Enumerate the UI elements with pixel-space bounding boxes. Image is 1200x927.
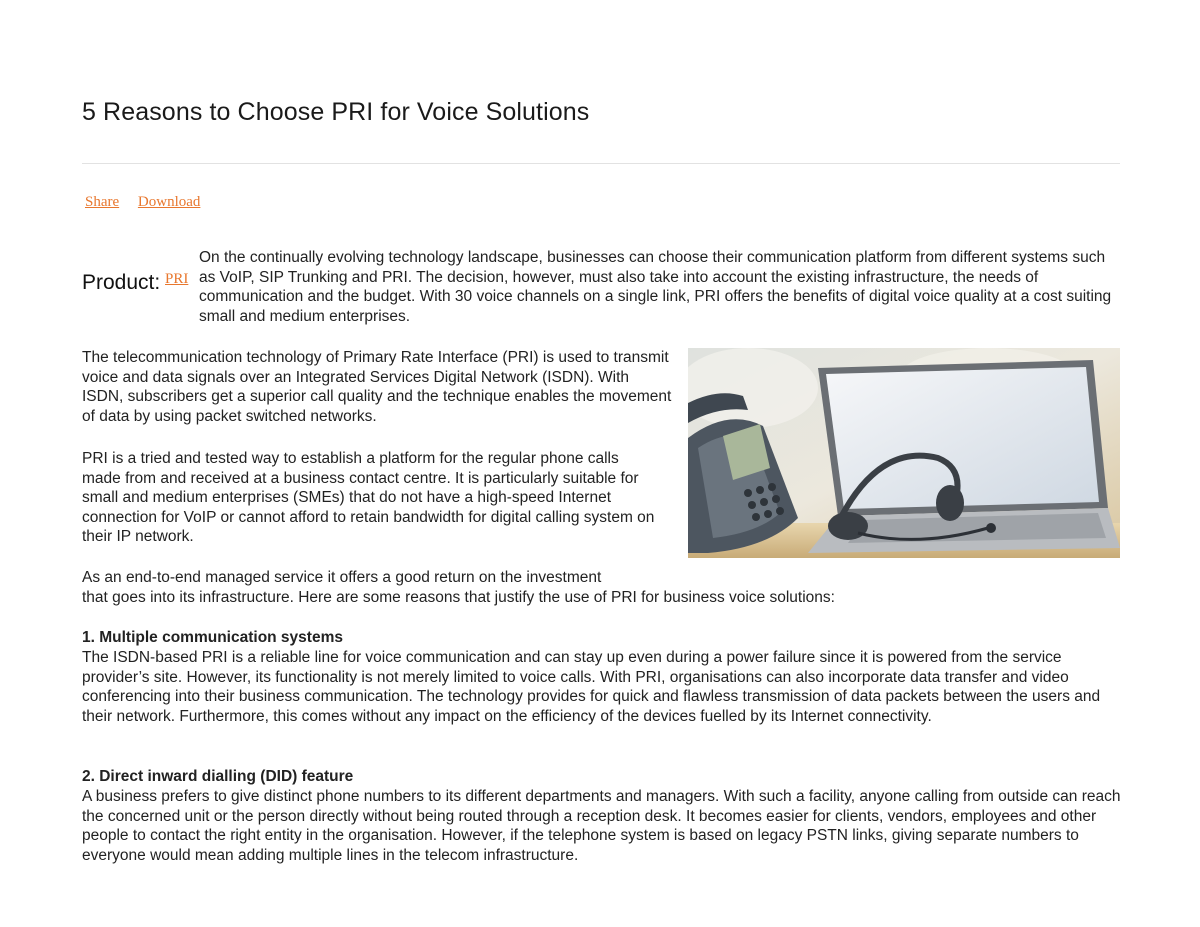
paragraph-managed-service [82, 568, 1122, 607]
intro-paragraph: On the continually evolving technology landscape, businesses can choose their communication platform from different systems such as VoIP, SIP Trunking and PRI. The decision, however, must also take into account the existing infrastructure, the needs of communication and the budget. With 30 voice channels on a single link, PRI offers the benefits of digital voice quality at a cost suiting small and medium enterprises. [199, 249, 1112, 325]
paragraph-pri-platform: PRI is a tried and tested way to establish a platform for the regular phone calls made from and received at a business contact centre. It is particularly suitable for small and medium enterprises (SMEs) that do not have a high-speed Internet connection for VoIP or cannot afford to retain bandwidth for digital calling system on their IP network. [82, 450, 655, 545]
section-text-multiple-systems: The ISDN-based PRI is a reliable line for voice communication and can stay up even during a power failure since it is powered from the service provider’s site. However, its functionality is not merely limited to voice calls. With PRI, organisations can also incorporate data transfer and video conferencing into their business communication. The technology provides for quick and flawless transmission of data packets between the users and their network. Furthermore, this comes without any impact on the efficiency of the devices fuelled by its Internet connectivity. [82, 649, 1101, 725]
section-heading-did: 2. Direct inward dialling (DID) feature [82, 768, 354, 785]
share-link[interactable]: Share [85, 194, 120, 210]
title-divider [82, 163, 1120, 164]
product-link[interactable]: PRI [165, 271, 189, 287]
office-phone-laptop-headset-photo [688, 348, 1120, 558]
section-text-did: A business prefers to give distinct phone numbers to its different departments and managers. With such a facility, anyone calling from outside can reach the concerned unit or the person directly without being routed through a reception desk. It becomes easier for clients, vendors, employees and other people to contact the right entity in the organisation. However, if the telephone system is based on legacy PSTN links, giving separate numbers to everyone would mean adding multiple lines in the telecom infrastructure. [82, 788, 1121, 864]
download-link[interactable]: Download [137, 194, 201, 210]
paragraph-pri-technology: The telecommunication technology of Primary Rate Interface (PRI) is used to transmit voice and data signals over an Integrated Services Digital Network (ISDN). With ISDN, subscribers get a superior call quality and the technique enables the movement of data by using packet switched networks. [82, 349, 672, 425]
paragraph-line: that goes into its infrastructure. Here are some reasons that justify the use of PRI for business voice solutions: [82, 588, 835, 606]
section-heading-multiple-systems: 1. Multiple communication systems [82, 629, 343, 646]
paragraph-line: As an end-to-end managed service it offers a good return on the investment [82, 569, 602, 586]
article-title: 5 Reasons to Choose PRI for Voice Solutions [82, 98, 590, 126]
product-label: Product: [82, 271, 161, 294]
article-actions [82, 194, 212, 211]
